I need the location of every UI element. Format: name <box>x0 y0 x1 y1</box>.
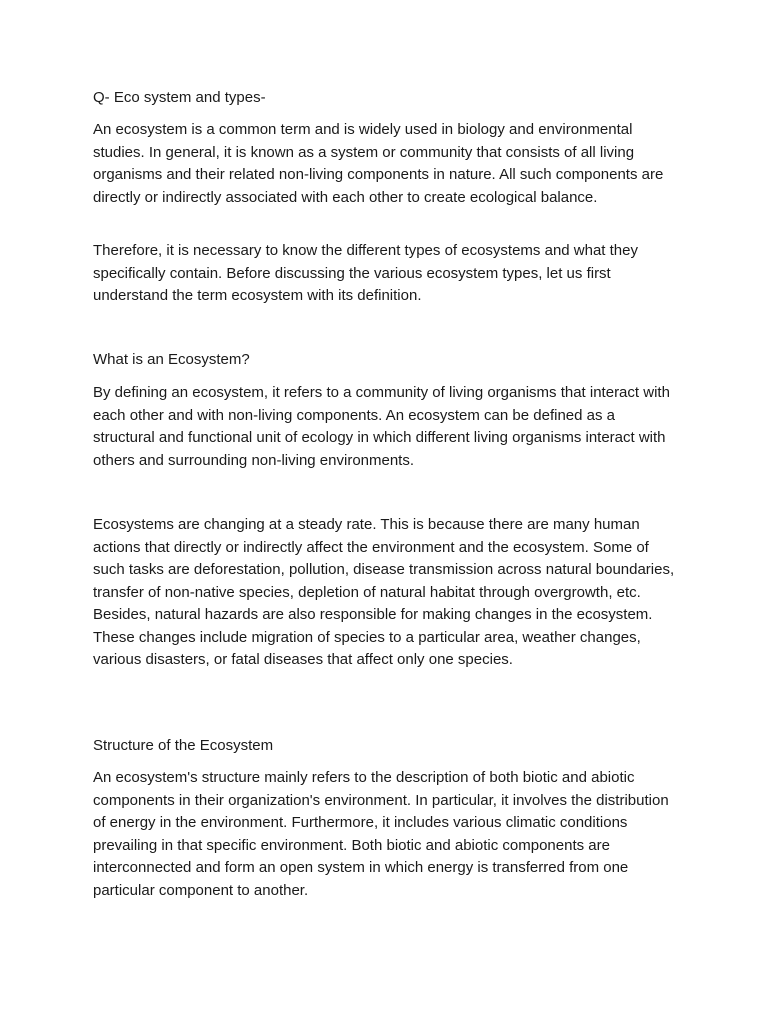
intro-paragraph-1-block <box>93 119 678 209</box>
intro-paragraph-2-block <box>93 240 678 308</box>
question-heading: Q- Eco system and types- <box>93 89 266 106</box>
changes-paragraph: Ecosystems are changing at a steady rate. This is because there are many human actions that directly or indirectly affect the environment and the ecosystem. Some of such tasks are deforestation, pollution, disease transmission across natural boundaries, transfer of non-native species, depletion of natural habitat through overgrowth, etc. Besides, natural hazards are also responsible for making changes in the ecosystem. These changes include migration of species to a particular area, weather changes, various disasters, or fatal diseases that affect only one species. <box>93 516 675 668</box>
section-what-paragraph: By defining an ecosystem, it refers to a community of living organisms that interact with each other and with non-living components. An ecosystem can be defined as a structural and functional unit of ecology in which different living organisms interact with others and surrounding non-living environments. <box>93 384 670 469</box>
intro-paragraph-2: Therefore, it is necessary to know the different types of ecosystems and what they specifically contain. Before discussing the various ecosystem types, let us first understand the term ecosystem with its definition. <box>93 242 638 304</box>
structure-heading-block <box>93 735 678 758</box>
intro-paragraph-1: An ecosystem is a common term and is widely used in biology and environmental studies. In general, it is known as a system or community that consists of all living organisms and their related non-living components in nature. All such components are directly or indirectly associated with each other to create ecological balance. <box>93 121 664 206</box>
section-what-heading-block <box>93 349 678 372</box>
structure-paragraph: An ecosystem's structure mainly refers to the description of both biotic and abiotic components in their organization's environment. In particular, it involves the distribution of energy in the environment. Furthermore, it includes various climatic conditions prevailing in that specific environment. Both biotic and abiotic components are interconnected and form an open system in which energy is transferred from one particular component to another. <box>93 769 669 899</box>
question-heading-block <box>93 87 678 110</box>
changes-paragraph-block <box>93 514 678 672</box>
structure-paragraph-block <box>93 767 678 902</box>
section-what-paragraph-block <box>93 382 678 472</box>
section-what-heading: What is an Ecosystem? <box>93 351 250 368</box>
structure-heading: Structure of the Ecosystem <box>93 737 274 754</box>
